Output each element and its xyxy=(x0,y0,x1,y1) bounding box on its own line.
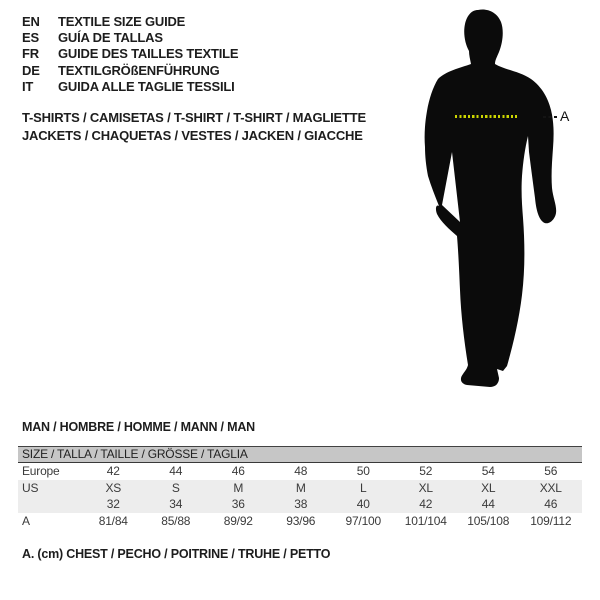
category-heading xyxy=(22,109,366,144)
table-cell: S xyxy=(171,480,180,495)
table-cell: 93/96 xyxy=(286,513,316,528)
table-cell: 85/88 xyxy=(161,513,191,528)
table-cell: 40 xyxy=(356,497,370,512)
man-silhouette xyxy=(415,0,565,398)
measurement-footnote: A. (cm) CHEST / PECHO / POITRINE / TRUHE / PETTO xyxy=(22,547,331,561)
table-cell: 105/108 xyxy=(467,513,510,528)
table-cell: 56 xyxy=(544,464,558,479)
size-table xyxy=(18,446,582,529)
size-table-header: SIZE / TALLA / TAILLE / GRÖSSE / TAGLIA xyxy=(18,446,582,463)
language-title: GUIDA ALLE TAGLIE TESSILI xyxy=(58,79,235,95)
table-cell: 44 xyxy=(169,464,183,479)
table-row-chest-cm xyxy=(18,513,582,530)
row-label: US xyxy=(22,480,39,495)
table-cell: XL xyxy=(481,480,496,495)
table-cell: M xyxy=(295,480,306,495)
language-title-list xyxy=(22,13,238,95)
language-row-fr xyxy=(22,46,238,62)
table-cell: XL xyxy=(418,480,433,495)
gender-section-heading: MAN / HOMBRE / HOMME / MANN / MAN xyxy=(22,420,255,434)
table-cell: 46 xyxy=(544,497,558,512)
language-title: GUIDE DES TAILLES TEXTILE xyxy=(58,46,239,62)
language-code: FR xyxy=(22,46,39,62)
table-cell: 42 xyxy=(106,464,120,479)
table-cell: M xyxy=(233,480,244,495)
language-code: EN xyxy=(22,13,40,29)
language-title: TEXTILGRÖßENFÜHRUNG xyxy=(58,62,220,78)
row-label: Europe xyxy=(22,464,60,479)
table-cell: 97/100 xyxy=(345,513,381,528)
table-cell: 81/84 xyxy=(98,513,128,528)
table-cell: 52 xyxy=(419,464,433,479)
language-row-de xyxy=(22,62,238,78)
table-cell: XXL xyxy=(539,480,562,495)
language-code: DE xyxy=(22,62,40,78)
table-cell: 44 xyxy=(481,497,495,512)
table-cell: 54 xyxy=(481,464,495,479)
table-cell: 89/92 xyxy=(223,513,253,528)
category-line-tshirts: T-SHIRTS / CAMISETAS / T-SHIRT / T-SHIRT / MAGLIETTE xyxy=(22,110,366,125)
language-row-it xyxy=(22,79,238,95)
table-cell: 50 xyxy=(356,464,370,479)
table-row-europe xyxy=(18,463,582,480)
chest-measure-label: A xyxy=(560,108,570,124)
table-cell: L xyxy=(360,480,367,495)
table-cell: 38 xyxy=(294,497,308,512)
language-title: GUÍA DE TALLAS xyxy=(58,30,163,46)
language-code: IT xyxy=(22,79,34,95)
table-row-us-letters xyxy=(18,480,582,497)
language-row-en xyxy=(22,13,238,29)
table-cell: 32 xyxy=(106,497,120,512)
table-cell: 101/104 xyxy=(404,513,447,528)
table-cell: XS xyxy=(105,480,122,495)
category-line-jackets: JACKETS / CHAQUETAS / VESTES / JACKEN / GIACCHE xyxy=(22,127,363,143)
table-cell: 42 xyxy=(419,497,433,512)
table-cell: 46 xyxy=(231,464,245,479)
table-cell: 109/112 xyxy=(530,513,572,528)
language-code: ES xyxy=(22,30,39,46)
language-row-es xyxy=(22,29,238,45)
language-title: TEXTILE SIZE GUIDE xyxy=(58,13,186,29)
table-row-us-numbers xyxy=(18,496,582,513)
table-cell: 36 xyxy=(231,497,245,512)
chest-measure-leader-line xyxy=(543,116,559,119)
table-cell: 48 xyxy=(294,464,308,479)
table-cell: 34 xyxy=(169,497,183,512)
row-label: A xyxy=(22,513,30,528)
chest-measure-dashed-line xyxy=(455,115,517,118)
